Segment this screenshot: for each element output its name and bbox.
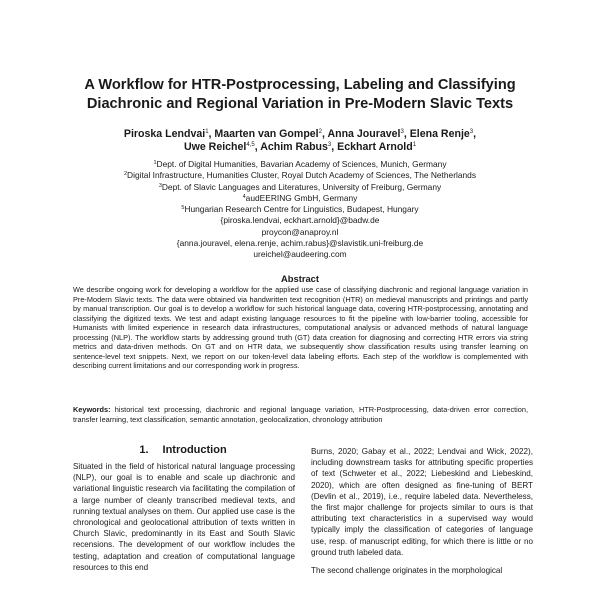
abstract-text: We describe ongoing work for developing a workflow for the applied use case of classifying diachronic and regional language variation in Pre-Modern Slavic texts. The data were obtained via handwritten text recognition (HTR) on medieval manuscripts and printings and partly by manual transcription. Our goal is to develop a workflow for such historical language data, covering HTR-postprocessing, annotating and classifying the digitized texts. We test and adapt existing language resources to fit the pipeline with low-barrier tooling, accessible for Humanists with limited experience in research data infrastructures, computational analysis or advanced methods of natural language processing (NLP). The workflow starts by addressing ground truth (GT) data creation for diagnosing and correcting HTR errors via string metrics and data-driven methods. On GT and on HTR data, we subsequently show classification results using transfer learning on sentence-level text snippets. Next, we report on our token-level data labeling efforts. Each step of the workflow is complemented with describing current limitations and our corresponding work in progress. xyxy=(73,285,528,371)
paragraph: Burns, 2020; Gabay et al., 2022; Lendvai and Wick, 2022), including downstream tasks for attributing specific properties of text (Schweter et al., 2022; Liebeskind and Liebeskind, 2020), which are often designed as fine-tuning of BERT (Devlin et al., 2019), i.e., require labeled data. Nevertheless, the first major challenge for projects similar to ours is that attributing text characteristics in a supervised way would typically imply the classification of categories of language use, resp. of manuscript editing, for which there is little or no ground truth labeled data. xyxy=(311,447,533,557)
author: Eckhart Arnold$^1$ xyxy=(337,141,417,154)
author: Uwe Reichel$^{4,5}$ xyxy=(183,141,255,154)
affiliation: $^4$audEERING GmbH, Germany xyxy=(242,192,358,203)
section-title: Introduction xyxy=(162,444,227,456)
author: Elena Renje$^3$ xyxy=(409,128,474,140)
keywords-text: historical text processing, diachronic and regional language variation, HTR-Postprocessing, data-driven error correction, transfer learning, text classification, semantic annotation, geolocalization, chronology attribution xyxy=(73,405,528,424)
title-line-2: Diachronic and Regional Variation in Pre-Modern Slavic Texts xyxy=(86,96,514,112)
title-line-1: A Workflow for HTR-Postprocessing, Labeling and Classifying xyxy=(84,77,516,93)
affiliation: $^5$Hungarian Research Centre for Linguistics, Budapest, Hungary xyxy=(181,204,419,214)
keywords-label: Keywords: xyxy=(73,405,111,414)
email: {piroska.lendvai, eckhart.arnold}@badw.de xyxy=(220,215,380,226)
paragraph: The second challenge originates in the morphological xyxy=(311,566,503,576)
paragraph: Situated in the field of historical natural language processing (NLP), our goal is to enable and scale up diachronic and variational linguistic research via facilitating the compilation of a large number of cleanly transcribed medieval texts, and running textual analyses on them. Our applied use case is the chronological and geolocational attribution of texts written in Church Slavic, predominantly in its East and South Slavic recensions. The development of our workflow includes the testing, adaptation and creation of computational language resources to this end xyxy=(73,462,295,572)
affiliation: $^2$Digital Infrastructure, Humanities Cluster, Royal Dutch Academy of Sciences, The Netherlands xyxy=(123,170,477,181)
paper-title xyxy=(40,76,560,114)
keywords xyxy=(73,405,528,424)
author: Maarten van Gompel$^2$ xyxy=(214,128,322,140)
section-heading xyxy=(73,444,293,456)
section-number: 1. xyxy=(139,444,149,456)
author: Anna Jouravel$^3$ xyxy=(327,128,404,140)
author: Piroska Lendvai$^1$ xyxy=(123,128,209,140)
right-column xyxy=(311,446,533,576)
email: {anna.jouravel, elena.renje, achim.rabus}@slavistik.uni-freiburg.de xyxy=(176,237,424,248)
left-column xyxy=(73,461,295,573)
abstract-heading: Abstract xyxy=(280,273,320,284)
affiliation: $^1$Dept. of Digital Humanities, Bavarian Academy of Sciences, Munich, Germany xyxy=(153,159,447,169)
author: Achim Rabus$^3$ xyxy=(260,141,332,154)
author-list: Piroska Lendvai$^1$, Maarten van Gompel$^2$, Anna Jouravel$^3$, Elena Renje$^3$, Uwe Reichel$^{4,5}$, Achim Rabus$^3$, Eckhart Arnold$^1$ xyxy=(123,128,477,154)
affiliation: $^3$Dept. of Slavic Languages and Literatures, University of Freiburg, Germany xyxy=(158,181,442,192)
email: ureichel@audeering.com xyxy=(253,249,347,259)
email: proycon@anaproy.nl xyxy=(261,226,339,237)
affiliation-block xyxy=(40,159,560,260)
